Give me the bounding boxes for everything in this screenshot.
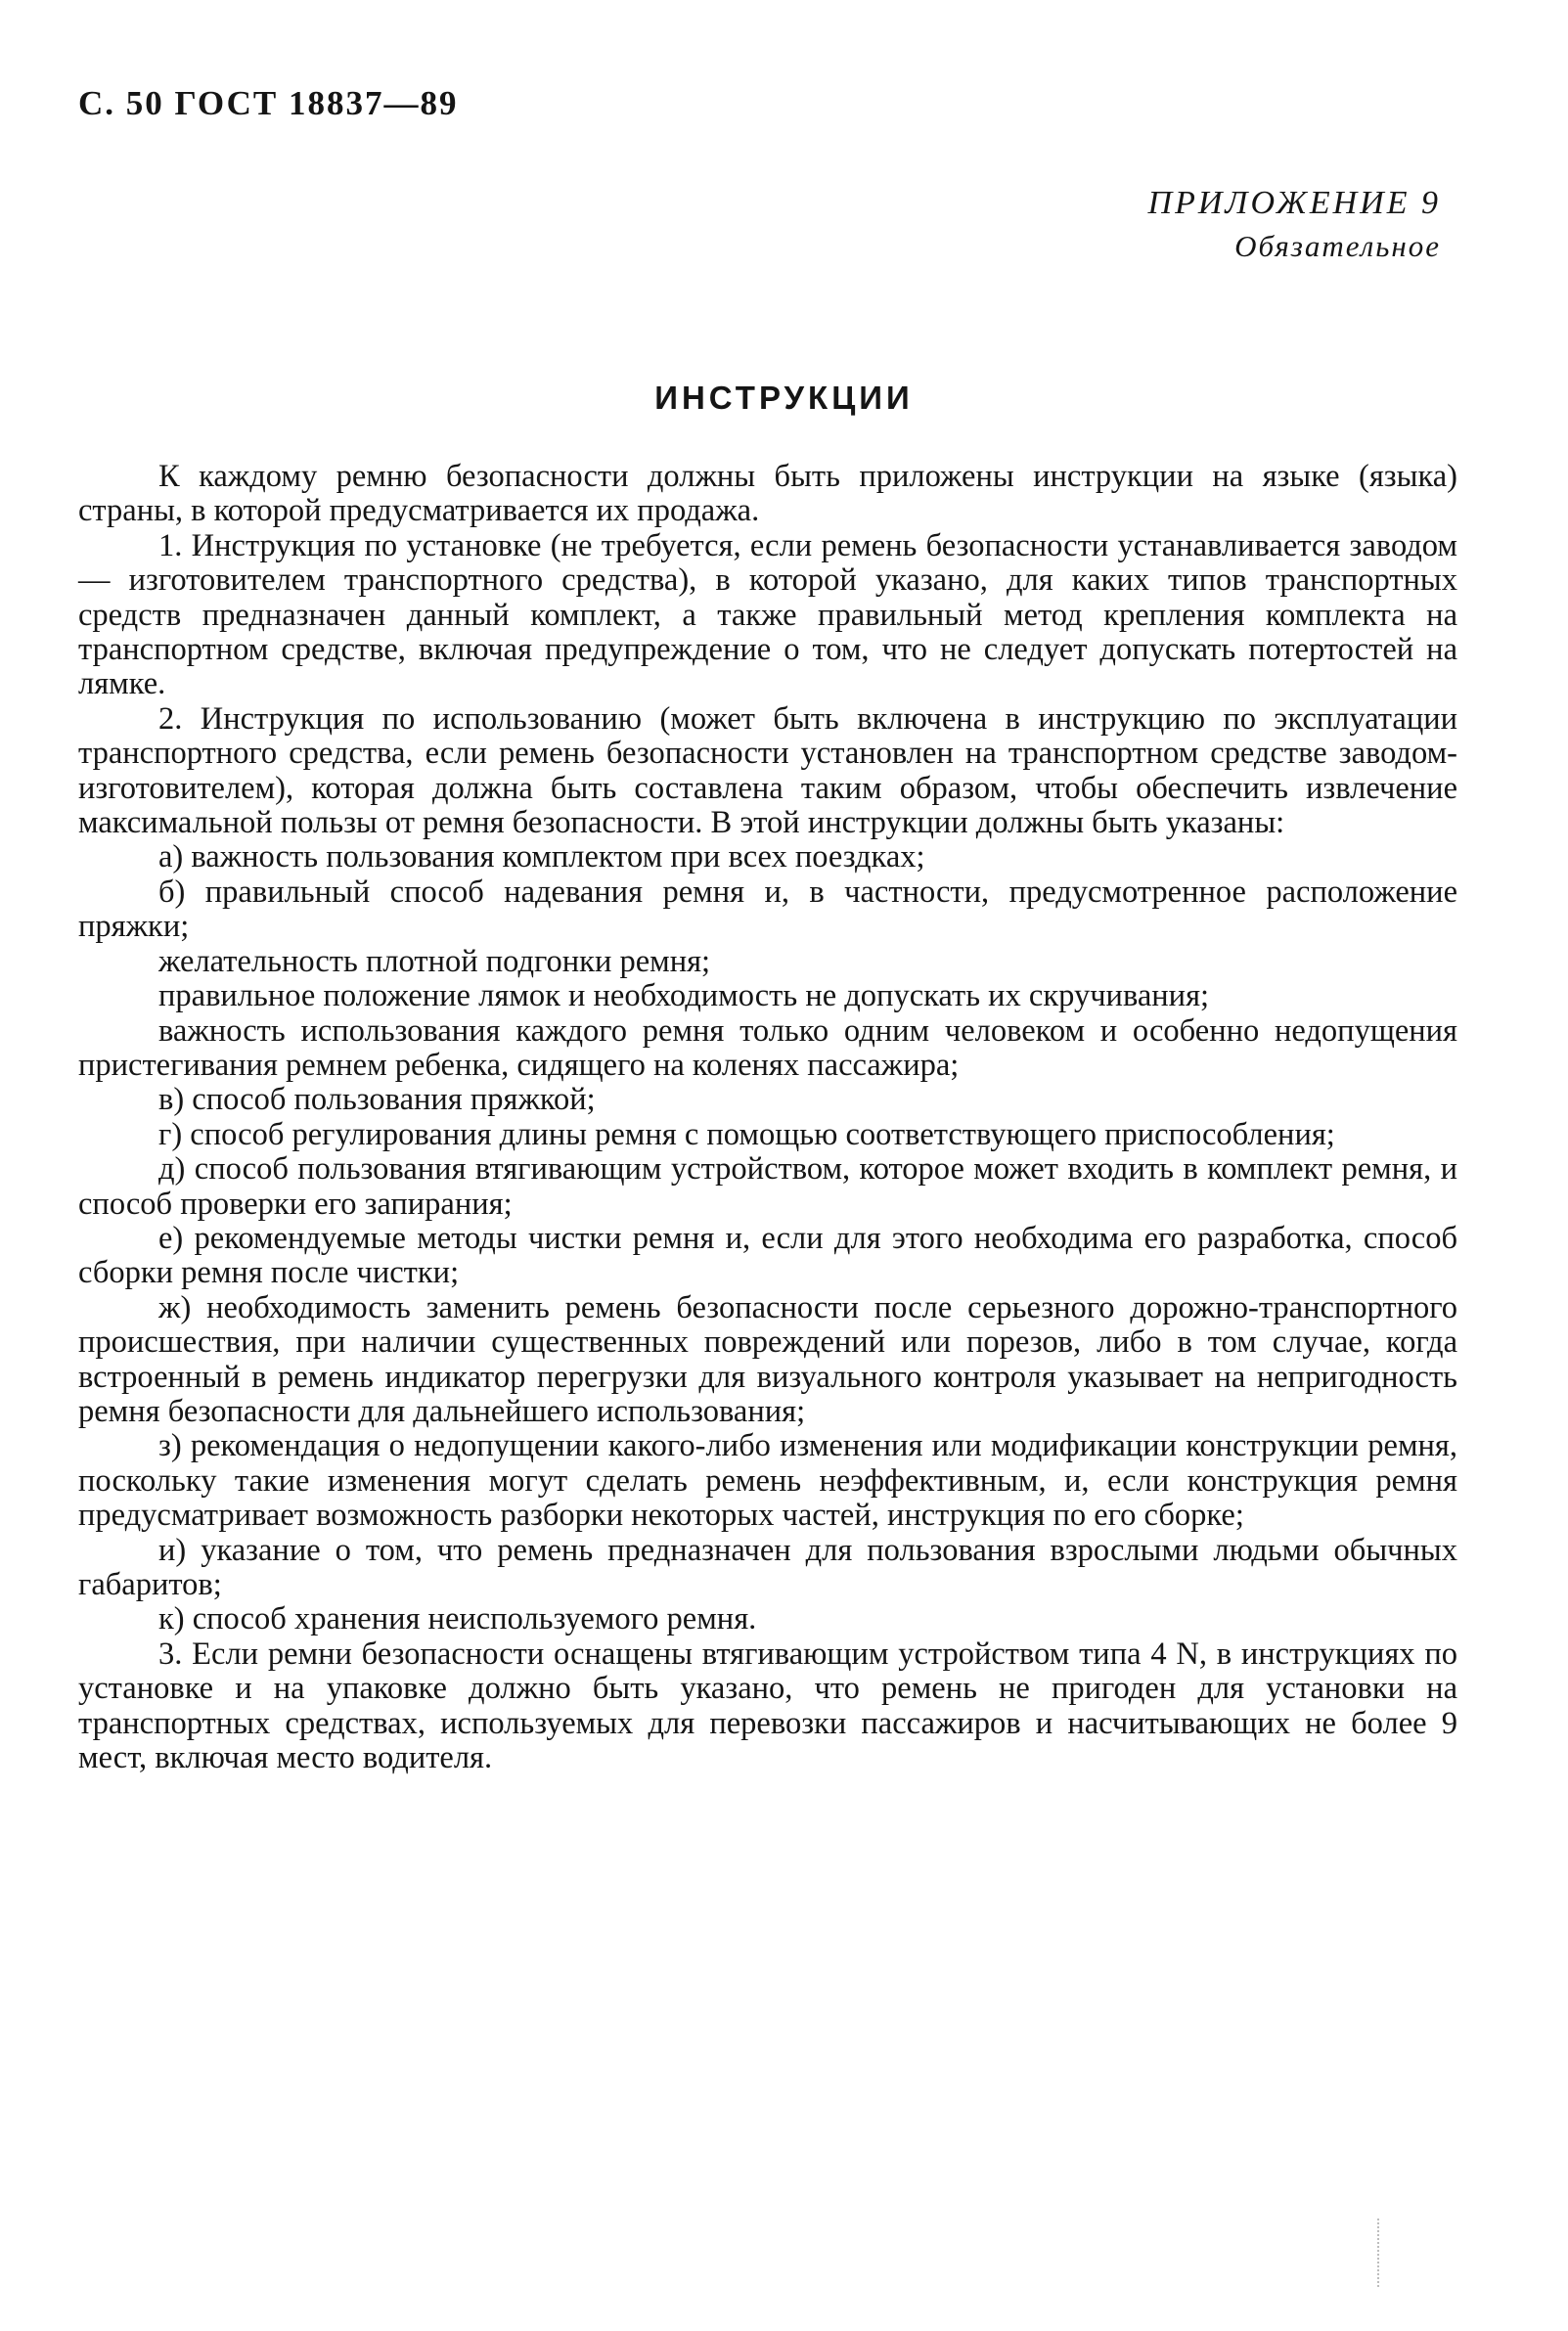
appendix-block	[1148, 182, 1441, 268]
list-item: и) указание о том, что ремень предназначен для пользования взрослыми людьми обычных габаритов;	[78, 1532, 1457, 1602]
list-item: з) рекомендация о недопущении какого-либо изменения или модификации конструкции ремня, поскольку такие изменения могут сделать ремень неэффективным, и, если конструкция ремня предусматривает возможность разборки некоторых частей, инструкция по его сборке;	[78, 1428, 1457, 1534]
document-title: ИНСТРУКЦИИ	[654, 380, 914, 416]
body-text	[78, 460, 1457, 1775]
list-item: важность использования каждого ремня только одним человеком и особенно недопущения пристегивания ремнем ребенка, сидящего на коленях пассажира;	[78, 1012, 1457, 1083]
list-item: а) важность пользования комплектом при всех поездках;	[158, 839, 925, 875]
list-item: д) способ пользования втягивающим устройством, которое может входить в комплект ремня, и способ проверки его запирания;	[78, 1151, 1457, 1222]
appendix-label: ПРИЛОЖЕНИЕ 9	[1147, 185, 1441, 221]
list-item: ж) необходимость заменить ремень безопасности после серьезного дорожно-транспортного происшествия, при наличии существенных повреждений или порезов, либо в том случае, когда встроенный в ремень индикатор перегрузки для визуального контроля указывает на непригодность ремня безопасности для дальнейшего использования;	[78, 1289, 1457, 1429]
list-item: г) способ регулирования длины ремня с помощью соответствующего приспособления;	[158, 1116, 1335, 1152]
list-item: б) правильный способ надевания ремня и, в частности, предусмотренное расположение пряжки;	[78, 874, 1457, 945]
list-item: к) способ хранения неиспользуемого ремня.	[158, 1601, 757, 1637]
list-item: в) способ пользования пряжкой;	[158, 1082, 596, 1118]
list-item: желательность плотной подгонки ремня;	[158, 943, 711, 979]
scan-artifact-mark	[1377, 2219, 1381, 2287]
list-item: правильное положение лямок и необходимость не допускать их скручивания;	[158, 978, 1210, 1014]
section-3-paragraph: 3. Если ремни безопасности оснащены втягивающим устройством типа 4 N, в инструкциях по установке и на упаковке должно быть указано, что ремень не пригоден для установки на транспортных средствах, используемых для перевозки пассажиров и насчитывающих не более 9 мест, включая место водителя.	[78, 1636, 1457, 1776]
list-item: е) рекомендуемые методы чистки ремня и, если для этого необходима его разработка, способ сборки ремня после чистки;	[78, 1220, 1457, 1291]
section-1-paragraph: 1. Инструкция по установке (не требуется, если ремень безопасности устанавливается заводом — изготовителем транспортного средства), в которой указано, для каких типов транспортных средств предназначен данный комплект, а также правильный метод крепления комплекта на транспортном средстве, включая предупреждение о том, что не следует допускать потертостей на лямке.	[78, 527, 1457, 702]
running-head: С. 50 ГОСТ 18837—89	[78, 84, 459, 122]
intro-paragraph: К каждому ремню безопасности должны быть приложены инструкции на языке (языка) страны, в которой предусматривается их продажа.	[78, 459, 1457, 529]
section-2-paragraph: 2. Инструкция по использованию (может быть включена в инструкцию по эксплуатации транспортного средства, если ремень безопасности установлен на транспортном средстве заводом-изготовителем), которая должна быть составлена таким образом, чтобы обеспечить извлечение максимальной пользы от ремня безопасности. В этой инструкции должны быть указаны:	[78, 700, 1457, 841]
appendix-status: Обязательное	[1234, 229, 1441, 263]
